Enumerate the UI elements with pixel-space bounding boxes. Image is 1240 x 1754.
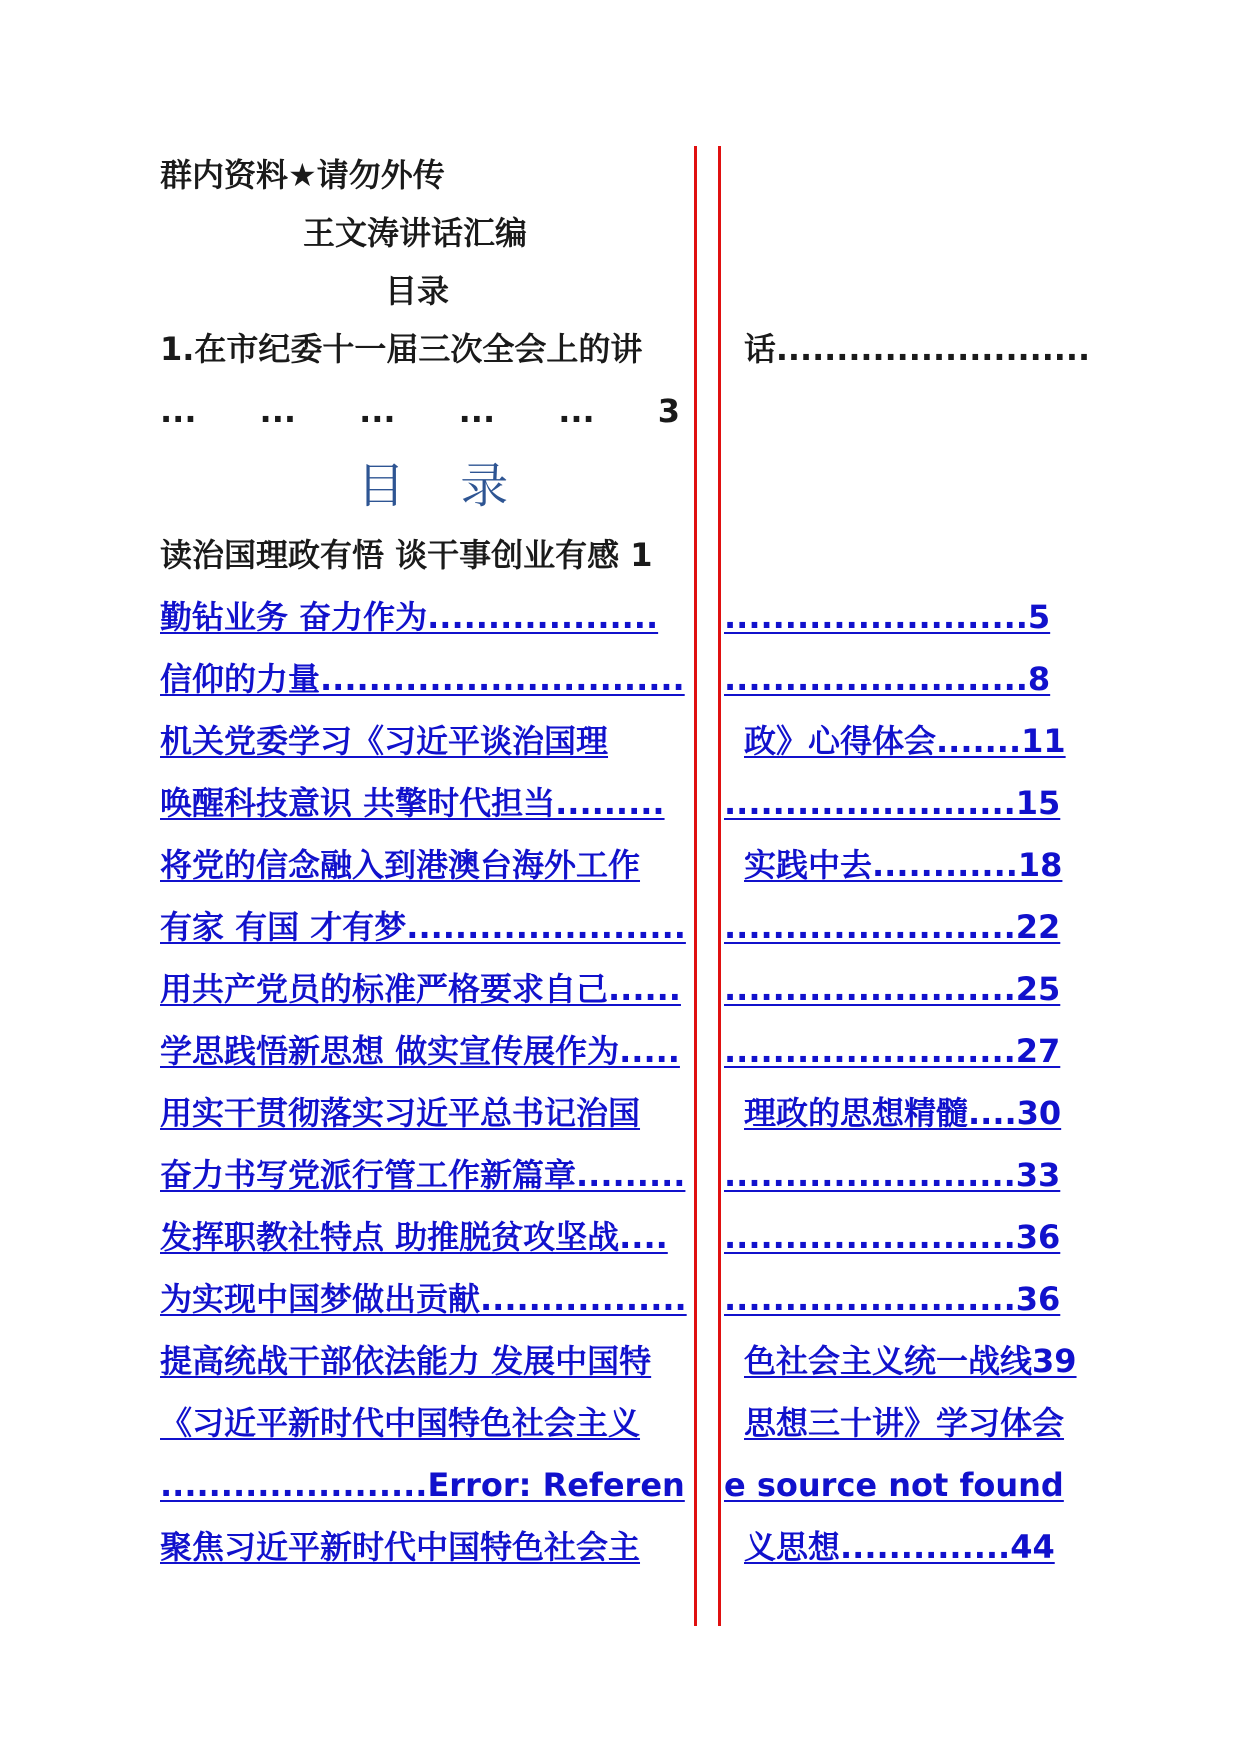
toc-entry-right[interactable]: 思想三十讲》学习体会 [744,1404,1065,1442]
toc-entry-right[interactable]: ........................36 [724,1218,1061,1256]
leader-dots: ... [558,392,595,430]
toc-entry-right[interactable]: 色社会主义统一战线39 [744,1342,1077,1380]
toc-entry-left[interactable]: 奋力书写党派行管工作新篇章......... [160,1156,686,1194]
toc-entry-left[interactable]: 机关党委学习《习近平谈治国理 [160,722,609,760]
leader-dots: ... [259,392,297,430]
toc-entry-right[interactable]: .........................5 [724,598,1051,636]
toc-plain-entry: 读治国理政有悟 谈干事创业有感 1 [160,536,653,574]
toc-entry-left[interactable]: 用共产党员的标准严格要求自己...... [160,970,681,1008]
toc-entry-right[interactable]: ........................22 [724,908,1061,946]
toc-entry-right[interactable]: 政》心得体会.......11 [744,722,1066,760]
toc-entry-right[interactable]: ........................27 [724,1032,1061,1070]
document-subtitle: 目录 [385,272,450,310]
toc-entry-left[interactable]: 用实干贯彻落实习近平总书记治国 [160,1094,641,1132]
toc-item-first-left: 1.在市纪委十一届三次全会上的讲 [160,330,643,368]
toc-item-first-continuation [160,392,680,432]
column-divider-left [694,146,697,1626]
leader-dots: ... [458,392,496,430]
leader-dots: ... [359,392,396,430]
toc-entry-left[interactable]: 学思践悟新思想 做实宣传展作为..... [160,1032,680,1070]
toc-entry-right[interactable]: 实践中去............18 [744,846,1063,884]
toc-entry-right[interactable]: ........................33 [724,1156,1061,1194]
toc-item-first-right: 话.......................... [744,330,1091,368]
toc-entry-left[interactable]: 信仰的力量.............................. [160,660,685,698]
toc-entry-right[interactable]: e source not found [724,1466,1064,1504]
toc-entry-left[interactable]: 唤醒科技意识 共擎时代担当......... [160,784,665,822]
toc-entry-left[interactable]: 发挥职教社特点 助推脱贫攻坚战.... [160,1218,668,1256]
toc-entry-right[interactable]: 理政的思想精髓....30 [744,1094,1062,1132]
toc-entry-left[interactable]: 《习近平新时代中国特色社会主义 [160,1404,641,1442]
toc-heading: 目 录 [357,458,529,514]
toc-entry-right[interactable]: ........................15 [724,784,1061,822]
toc-entry-left[interactable]: 为实现中国梦做出贡献................. [160,1280,687,1318]
restricted-notice: 群内资料★请勿外传 [160,156,445,194]
toc-entry-right[interactable]: 义思想..............44 [744,1528,1055,1566]
toc-entry-right[interactable]: ........................25 [724,970,1061,1008]
toc-entry-right[interactable]: .........................8 [724,660,1051,698]
toc-entry-left[interactable]: 将党的信念融入到港澳台海外工作 [160,846,641,884]
toc-entry-left[interactable]: 勤钻业务 奋力作为................... [160,598,659,636]
toc-entry-left[interactable]: 有家 有国 才有梦....................... [160,908,686,946]
toc-entry-right[interactable]: ........................36 [724,1280,1061,1318]
document-title: 王文涛讲话汇编 [303,214,528,252]
page-number: 3 [657,392,680,430]
toc-entry-left[interactable]: 提高统战干部依法能力 发展中国特 [160,1342,652,1380]
toc-entry-left[interactable]: 聚焦习近平新时代中国特色社会主 [160,1528,641,1566]
toc-entry-left[interactable]: ......................Error: Referen [160,1466,685,1504]
leader-dots: ... [160,392,197,430]
column-divider-right [718,146,721,1626]
